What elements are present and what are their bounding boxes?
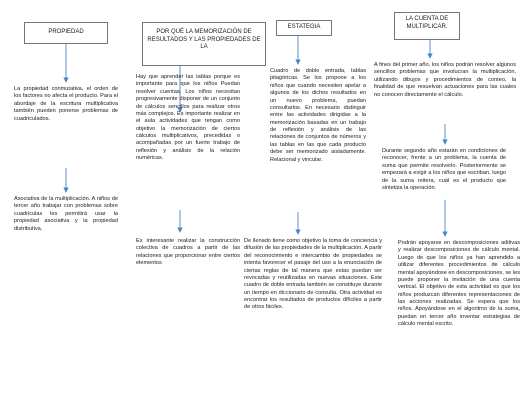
text-fines-primer-anio: A fines del primer año, los niños podrán resolver algunos sencillos problemas que involucran la multiplicación, utilizando dibujos y procedimientos de conteo, la finalidad de que resuelvan actuaciones para las cuales no conocen directamente el cálculo. <box>374 62 516 98</box>
text-propiedad-conmutativa: La propiedad conmutativa, el orden de los factores no afecta el producto. Para el abordaje de la escritura multiplicativa también pueden ponerse problemas de cuadriculados. <box>14 86 118 122</box>
text-construccion-cuadros: Es interesante realizar la construcción colectiva de cuadros a partir de las relaciones que proporcionar entre ciertos elementos <box>136 238 240 267</box>
text-aprender-tablas: Hay que aprender las tablas porque es importante para que los niños Puedan resolver cuentas. Los niños necesitan progresivamente disponer de un conjunto de cálculos sencillos para realizar otros más complejos. Es importante realizar en el aula actividades que tengan como objetivo la memorización de ciertos cálculos multiplicativos, precedidas o acompañadas por un fuerte trabajo de reflexión y análisis de la relación numéricas. <box>136 74 240 162</box>
header-propiedad: PROPIEDAD <box>24 22 108 44</box>
header-cuenta-multiplicar: LA CUENTA DE MULTIPLICAR. <box>394 12 460 40</box>
text-cuadro-doble-entrada: Cuadro de doble entrada, tablas pitagóricas. Se los propone a los niños que cuando necesiten apelar a algunos de los dichos resultados en un nuevo problema, puedan consultarlos. En necesario distinguir entre las actividades dirigidas a la memorización basadas en un trabajo de reflexión y análisis de las relaciones de conjuntos de números y las tablas en las que cada producto debe ser memorizado aisladamente. Relacional y vincular. <box>270 68 366 163</box>
text-propiedad-asociativa: Asociativa de la multiplicación. A niños de tercer año trabajar con problemas sobre cuadriculas les permitirá usar la propiedad asociativa y la propiedad distributiva. <box>14 196 118 232</box>
text-descomposiciones: Podrán apoyarse en descomposiciones aditivas y realizar descomposiciones de cálculo mental. Luego de que los niños ya han aprendido a utilizar diferentes procedimientos de cálculo mental apoyándose en descomposiciones, se les puede proponer la invitación de una cuenta vertical. El objetivo de esta actividad es que los niños produzcan diferentes representaciones de las acciones realizadas. Se espera que los niños. Apoyándose en el algoritmo de la suma, puedan en tercer año inventar estrategias de cálculo mental escrito. <box>398 240 520 328</box>
header-memorizacion: POR QUÉ LA MEMORIZACIÓN DE RESULTADOS Y LAS PROPIEDADES DE LA <box>142 22 266 66</box>
header-estrategia: ESTATEGIA <box>276 20 332 36</box>
text-segundo-anio: Durante segundo año estarán en condiciones de reconocer, frente a un problema, la cuenta de suma que permite resolverlo. Posteriormente se empezará a exigir a los niños que escriban, luego de la suma reitera, cuál es el producto que sintetiza la operación. <box>382 148 506 191</box>
text-llenado: De llenado tiene como objetivo la toma de conciencia y difusión de las propiedades de la multiplicación. A partir del reconocimiento e intercambio de propiedades se intenta favorecer el pasaje del uso a la enunciación de ciertas reglas de tal manera que estas puedan ser revocadas y reutilizadas en nuevas situaciones. Este cuadro de doble entrada también se constituye durante un tiempo en diccionario de consulta. Otra actividad es encontrar los resultados de productos difíciles a partir de otros fáciles. <box>244 238 382 311</box>
